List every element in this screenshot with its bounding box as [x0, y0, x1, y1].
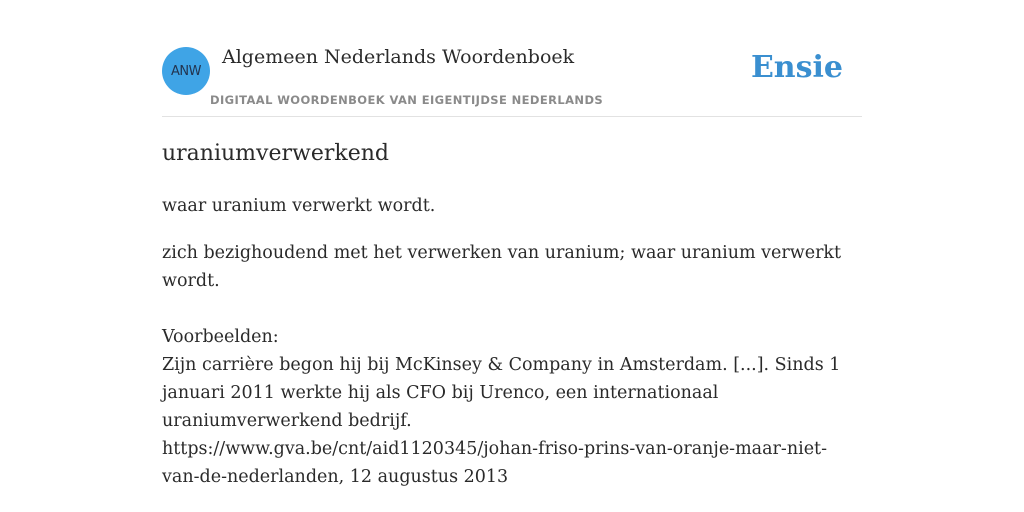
header	[162, 40, 862, 117]
example-source: https://www.gva.be/cnt/aid1120345/johan-friso-prins-van-oranje-maar-niet-van-de-nederlanden, 12 augustus 2013	[162, 439, 827, 487]
headword: uraniumverwerkend	[162, 141, 389, 166]
site-title[interactable]: Algemeen Nederlands Woordenboek	[222, 46, 575, 68]
anw-logo[interactable]	[162, 47, 210, 95]
examples-label: Voorbeelden:	[162, 327, 279, 347]
logo-text: ANW	[171, 63, 201, 79]
site-subtitle: DIGITAAL WOORDENBOEK VAN EIGENTIJDSE NEDERLANDS	[210, 93, 604, 107]
example-text: Zijn carrière begon hij bij McKinsey & Company in Amsterdam. [...]. Sinds 1 januari 2011 werkte hij als CFO bij Urenco, een internationaal uraniumverwerkend bedrijf.	[162, 355, 841, 431]
definition-1: waar uranium verwerkt wordt.	[162, 196, 436, 216]
ensie-brand-logo[interactable]: Ensie	[750, 50, 843, 85]
entry-content	[162, 138, 862, 491]
definition-2: zich bezighoudend met het verwerken van uranium; waar uranium verwerkt wordt.	[162, 243, 842, 291]
